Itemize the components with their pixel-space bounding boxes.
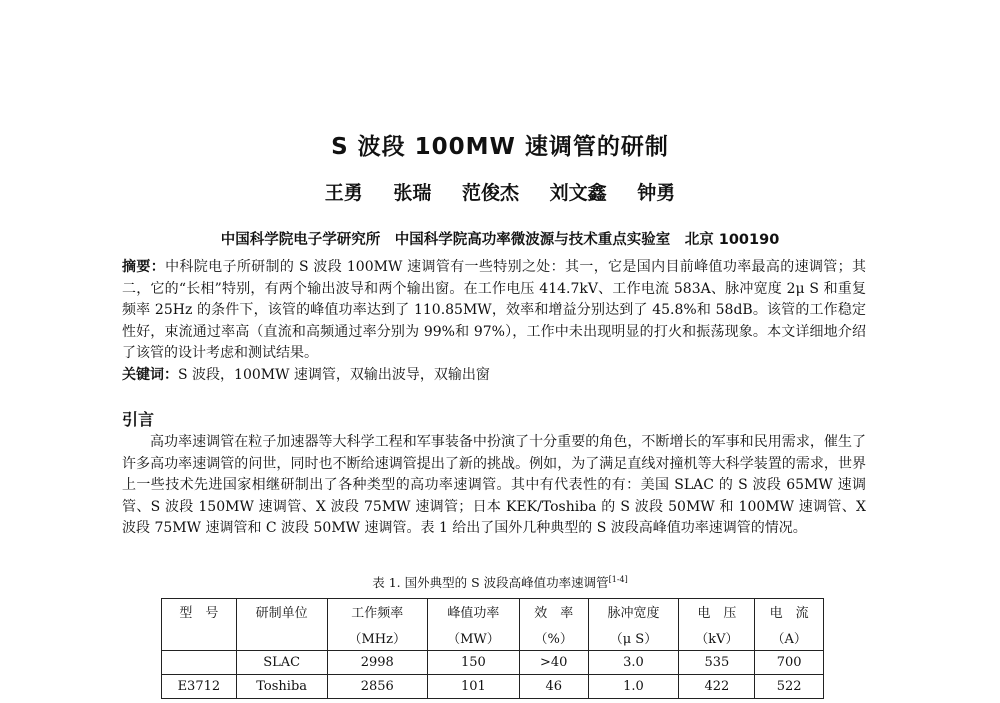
table-unit-row: [162, 625, 824, 651]
table-cell: 150: [427, 651, 519, 675]
table-caption-text: 表 1. 国外典型的 S 波段高峰值功率速调管: [372, 575, 609, 590]
author-name: 钟勇: [637, 182, 676, 204]
table-cell: 522: [755, 675, 824, 699]
table-caption: [0, 573, 1000, 591]
table-cell: 700: [755, 651, 824, 675]
author-name: 张瑞: [393, 182, 432, 204]
table-cell: SLAC: [236, 651, 327, 675]
section-heading: 引言: [122, 410, 155, 429]
klystron-table: [161, 598, 824, 699]
abstract: [122, 257, 866, 365]
unit-cell: （MW）: [427, 625, 519, 651]
unit-cell: （MHz）: [327, 625, 427, 651]
header-cell: 型 号: [162, 599, 237, 625]
table-cell: Toshiba: [236, 675, 327, 699]
table-row: [162, 675, 824, 699]
author-name: 王勇: [324, 182, 363, 204]
keywords-text: S 波段，100MW 速调管，双输出波导，双输出窗: [178, 367, 490, 383]
keywords-label: 关键词：: [122, 367, 178, 383]
unit-cell: （A）: [755, 625, 824, 651]
author-list: [0, 178, 1000, 205]
table-cell: 2998: [327, 651, 427, 675]
table-cell: E3712: [162, 675, 237, 699]
abstract-label: 摘要：: [122, 259, 166, 275]
author-name: 范俊杰: [461, 182, 519, 204]
table-cell: 422: [679, 675, 755, 699]
intro-paragraph: 高功率速调管在粒子加速器等大科学工程和军事装备中扮演了十分重要的角色，不断增长的军事和民用需求，催生了许多高功率速调管的问世，同时也不断给速调管提出了新的挑战。例如，为了满足直线对撞机等大科学装置的需求，世界上一些技术先进国家相继研制出了各种类型的高功率速调管。其中有代表性的有：美国 SLAC 的 S 波段 65MW 速调管、S 波段 150MW 速调管、X 波段 75MW 速调管；日本 KEK/Toshiba 的 S 波段 50MW 和 100MW 速调管、X 波段 75MW 速调管和 C 波段 50MW 速调管。表 1 给出了国外几种典型的 S 波段高峰值功率速调管的情况。: [122, 434, 866, 537]
table-cell: 101: [427, 675, 519, 699]
affiliation: 中国科学院电子学研究所 中国科学院高功率微波源与技术重点实验室 北京 100190: [220, 232, 780, 248]
table-caption-ref: [1-4]: [608, 574, 628, 584]
table-row: [162, 651, 824, 675]
abstract-text: 中科院电子所研制的 S 波段 100MW 速调管有一些特别之处：其一，它是国内目前峰值功率最高的速调管；其二，它的“长相”特别，有两个输出波导和两个输出窗。在工作电压 414.7kV、工作电流 583A、脉冲宽度 2μ S 和重复频率 25Hz 的条件下，该管的峰值功率达到了 110.85MW，效率和增益分别达到了 45.8%和 58dB。该管的工作稳定性好，束流通过率高（直流和高频通过率分别为 99%和 97%），工作中未出现明显的打火和振荡现象。本文详细地介绍了该管的设计考虑和测试结果。: [122, 259, 867, 362]
header-cell: 脉冲宽度: [588, 599, 679, 625]
table-cell: >40: [519, 651, 588, 675]
unit-cell: [236, 625, 327, 651]
header-cell: 工作频率: [327, 599, 427, 625]
author-name: 刘文鑫: [549, 182, 607, 204]
header-cell: 效 率: [519, 599, 588, 625]
header-cell: 电 流: [755, 599, 824, 625]
table-cell: 46: [519, 675, 588, 699]
paper-title: S 波段 100MW 速调管的研制: [331, 134, 669, 160]
keywords: [122, 365, 866, 387]
header-cell: 研制单位: [236, 599, 327, 625]
table-header-row: [162, 599, 824, 625]
unit-cell: （kV）: [679, 625, 755, 651]
table-cell: 535: [679, 651, 755, 675]
header-cell: 峰值功率: [427, 599, 519, 625]
unit-cell: （%）: [519, 625, 588, 651]
table-cell: 2856: [327, 675, 427, 699]
table-cell: 1.0: [588, 675, 679, 699]
header-cell: 电 压: [679, 599, 755, 625]
unit-cell: （μ S）: [588, 625, 679, 651]
table-cell: [162, 651, 237, 675]
table-cell: 3.0: [588, 651, 679, 675]
unit-cell: [162, 625, 237, 651]
